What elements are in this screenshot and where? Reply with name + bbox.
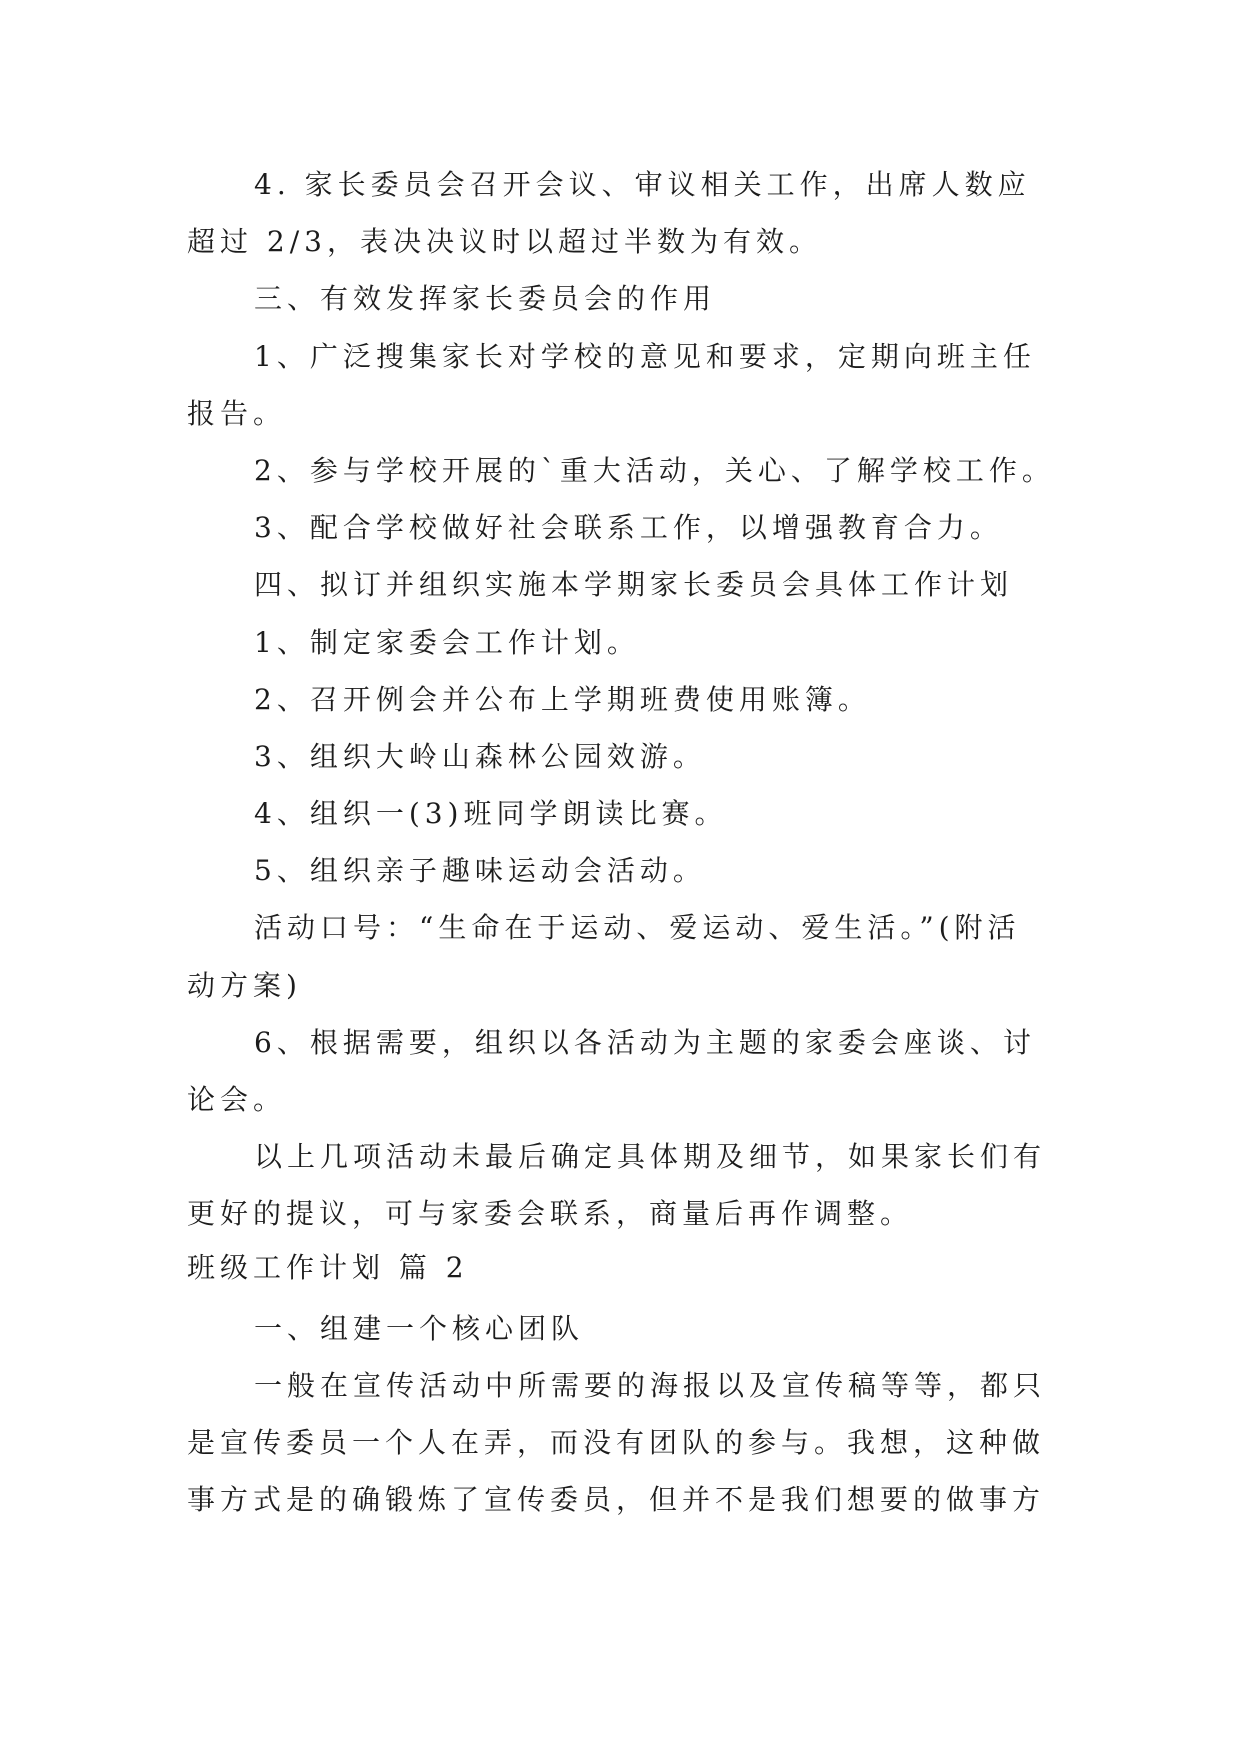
list-item bbox=[187, 1014, 1067, 1128]
paragraph-line: 更好的提议，可与家委会联系，商量后再作调整。 bbox=[187, 1197, 914, 1231]
paragraph-line: 5、组织亲子趣味运动会活动。 bbox=[254, 854, 706, 888]
paragraph-line: 超过 2/3，表决决议时以超过半数为有效。 bbox=[187, 225, 822, 259]
paragraph-line: 动方案) bbox=[187, 968, 302, 1002]
paragraph-line: 四、拟订并组织实施本学期家长委员会具体工作计划 bbox=[254, 568, 1014, 602]
paragraph-line: 2、参与学校开展的`重大活动，关心、了解学校工作。 bbox=[254, 453, 1055, 487]
list-item bbox=[187, 842, 1067, 899]
paragraph-line: 一般在宣传活动中所需要的海报以及宣传稿等等，都只 bbox=[254, 1368, 1047, 1402]
paragraph-line: 3、配合学校做好社会联系工作，以增强教育合力。 bbox=[254, 511, 1003, 545]
paragraph-line: 是宣传委员一个人在弄，而没有团队的参与。我想，这种做 bbox=[187, 1426, 1046, 1460]
section-title: 班级工作计划 篇 2 bbox=[187, 1250, 469, 1284]
paragraph bbox=[187, 1128, 1067, 1242]
paragraph-line: 2、召开例会并公布上学期班费使用账簿。 bbox=[254, 682, 871, 716]
paragraph bbox=[187, 499, 1067, 556]
paragraph-line: 4、组织一(3)班同学朗读比赛。 bbox=[254, 797, 728, 831]
paragraph-line: 4. 家长委员会召开会议、审议相关工作，出席人数应 bbox=[254, 168, 1031, 201]
paragraph-line: 三、有效发挥家长委员会的作用 bbox=[254, 282, 717, 316]
paragraph-line: 活动口号：“生命在于运动、爱运动、爱生活。”(附活 bbox=[254, 911, 1021, 945]
paragraph bbox=[187, 156, 1067, 270]
paragraph bbox=[187, 442, 1067, 499]
list-item bbox=[187, 614, 1067, 671]
paragraph-line: 1、广泛搜集家长对学校的意见和要求，定期向班主任 bbox=[254, 339, 1036, 373]
paragraph-line: 事方式是的确锻炼了宣传委员，但并不是我们想要的做事方 bbox=[187, 1483, 1046, 1517]
paragraph-line: 论会。 bbox=[187, 1083, 287, 1116]
list-item bbox=[187, 785, 1067, 842]
paragraph-line: 1、制定家委会工作计划。 bbox=[254, 625, 640, 659]
list-item bbox=[187, 728, 1067, 785]
paragraph-line: 3、组织大岭山森林公园效游。 bbox=[254, 739, 706, 773]
section-heading bbox=[187, 270, 1067, 327]
paragraph-line: 以上几项活动未最后确定具体期及细节，如果家长们有 bbox=[254, 1140, 1047, 1174]
paragraph-line: 报告。 bbox=[187, 396, 287, 430]
section-heading bbox=[187, 556, 1067, 613]
section-heading bbox=[187, 1300, 1067, 1357]
document-body bbox=[187, 156, 1067, 1529]
paragraph bbox=[187, 328, 1067, 442]
paragraph-line: 一、组建一个核心团队 bbox=[254, 1311, 585, 1345]
paragraph bbox=[187, 899, 1067, 1013]
paragraph-line: 6、根据需要，组织以各活动为主题的家委会座谈、讨 bbox=[254, 1025, 1036, 1059]
paragraph bbox=[187, 1357, 1067, 1529]
list-item bbox=[187, 671, 1067, 728]
